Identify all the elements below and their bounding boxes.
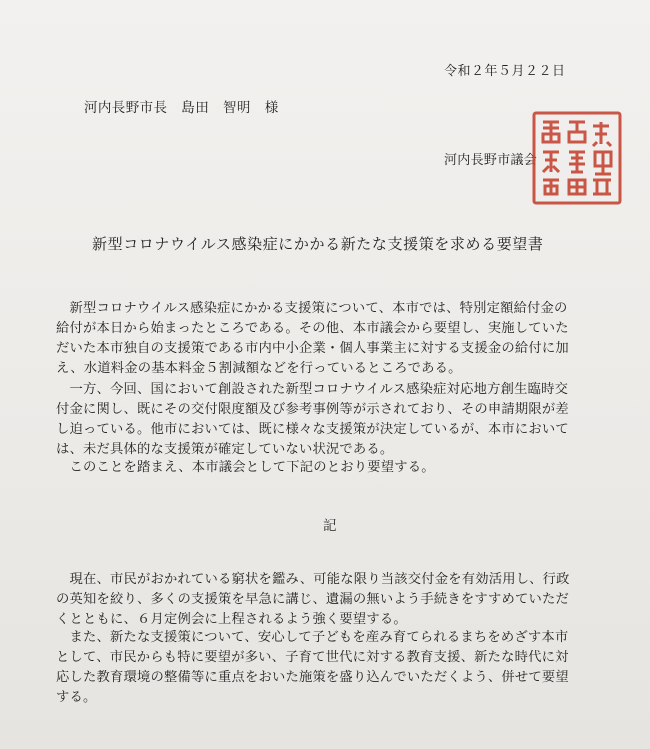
body-line: は、未だ具体的な支援策が確定していない状況である。 [56, 442, 394, 457]
body-line: し迫っている。他市においては、既に様々な支援策が決定しているが、本市において [56, 422, 569, 437]
body-line: 付金に関し、既にその交付限度額及び参考事例等が示されており、その申請期限が差 [56, 402, 569, 417]
document-date: 令和２年５月２２日 [444, 64, 566, 79]
addressee: 河内長野市長 島田 智明 様 [84, 100, 279, 116]
official-seal-stamp [531, 110, 623, 206]
body-paragraph-1 [56, 299, 616, 379]
document-title: 新型コロナウイルス感染症にかかる新たな支援策を求める要望書 [92, 235, 544, 253]
body-paragraph-3 [56, 458, 616, 478]
body-line: このことを踏まえ、本市議会として下記のとおり要望する。 [56, 460, 435, 475]
request-line: する。 [56, 690, 97, 705]
ki-heading: 記 [323, 518, 337, 534]
request-line: として、市民からも特に要望が多い、子育て世代に対する教育支援、新たな時代に対 [56, 650, 569, 665]
body-line: 給付が本日から始まったところである。その他、本市議会から要望し、実施していた [56, 321, 569, 336]
body-paragraph-2 [56, 380, 616, 460]
body-line: だいた本市独自の支援策である市内中小企業・個人事業主に対する支援金の給付に加 [56, 341, 569, 356]
body-line: 新型コロナウイルス感染症にかかる支援策について、本市では、特別定額給付金の [56, 301, 568, 316]
request-line: 現在、市民がおかれている窮状を鑑み、可能な限り当該交付金を有効活用し、行政 [56, 572, 570, 587]
request-paragraph-1 [56, 570, 616, 630]
request-line: くとともに、６月定例会に上程されるよう強く要望する。 [56, 612, 407, 627]
sender: 河内長野市議会 [444, 153, 538, 168]
request-line: 応した教育環境の整備等に重点をおいた施策を盛り込んでいただくよう、併せて要望 [56, 670, 569, 685]
body-line: 一方、今回、国において創設された新型コロナウイルス感染症対応地方創生臨時交 [56, 382, 569, 397]
request-line: また、新たな支援策について、安心して子どもを産み育てられるまちをめざす本市 [56, 630, 569, 645]
request-line: の英知を絞り、多くの支援策を早急に講じ、遺漏の無いよう手続きをすすめていただ [56, 592, 570, 607]
body-line: え、水道料金の基本料金５割減額などを行っているところである。 [56, 361, 462, 376]
request-paragraph-2 [56, 628, 616, 708]
